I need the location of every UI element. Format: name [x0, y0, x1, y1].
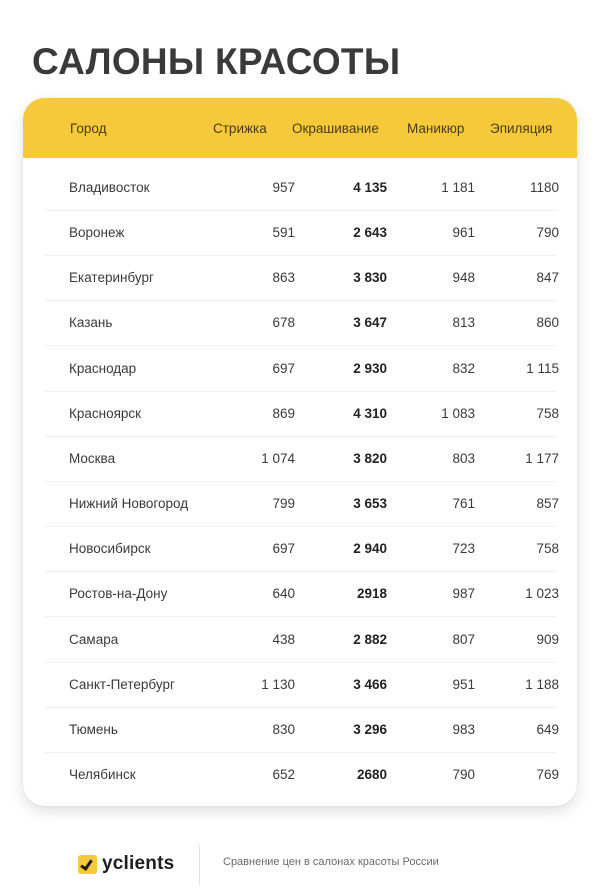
coloring-cell: 3 820: [353, 450, 387, 466]
header-haircut: Стрижка: [213, 121, 267, 136]
epilation-cell: 1 115: [526, 360, 559, 376]
haircut-cell: 799: [272, 496, 295, 512]
table-row: [45, 526, 557, 572]
city-cell: Красноярск: [69, 405, 142, 421]
table-row: [45, 707, 557, 753]
haircut-cell: 652: [272, 766, 295, 782]
manicure-cell: 948: [452, 270, 475, 286]
coloring-cell: 3 296: [353, 721, 387, 737]
coloring-cell: 2680: [356, 766, 387, 782]
coloring-cell: 2918: [356, 586, 387, 602]
city-cell: Москва: [69, 450, 116, 466]
header-epilation: Эпиляция: [490, 121, 553, 136]
footer-divider: [199, 845, 200, 885]
footer-caption: Сравнение цен в салонах красоты России: [223, 856, 439, 868]
yclients-logo: [78, 851, 174, 877]
city-cell: Екатеринбург: [69, 270, 154, 286]
haircut-cell: 863: [272, 270, 295, 286]
page-title: САЛОНЫ КРАСОТЫ: [32, 41, 401, 82]
table-row: [45, 571, 557, 617]
manicure-cell: 987: [452, 586, 475, 602]
table-row: [45, 255, 557, 301]
manicure-cell: 723: [452, 541, 475, 557]
coloring-cell: 2 930: [353, 360, 387, 376]
epilation-cell: 1 188: [525, 676, 559, 692]
table-row: [45, 165, 557, 211]
epilation-cell: 1180: [529, 180, 559, 195]
city-cell: Тюмень: [69, 721, 118, 737]
table-row: [45, 210, 557, 256]
epilation-cell: 860: [536, 315, 559, 331]
epilation-cell: 847: [536, 270, 559, 286]
city-cell: Нижний Новогород: [69, 496, 189, 512]
table-row: [45, 391, 557, 437]
city-cell: Самара: [69, 631, 119, 647]
haircut-cell: 869: [272, 405, 295, 421]
yclients-check-icon: [78, 855, 97, 874]
haircut-cell: 591: [272, 225, 295, 241]
coloring-cell: 3 653: [353, 496, 387, 512]
city-cell: Владивосток: [69, 180, 150, 195]
haircut-cell: 697: [272, 360, 295, 376]
manicure-cell: 813: [452, 315, 475, 331]
manicure-cell: 761: [452, 496, 475, 512]
haircut-cell: 438: [272, 631, 295, 647]
epilation-cell: 769: [536, 766, 559, 782]
manicure-cell: 790: [452, 766, 475, 782]
coloring-cell: 2 643: [353, 225, 387, 241]
epilation-cell: 857: [536, 496, 559, 512]
coloring-cell: 2 940: [353, 541, 387, 557]
epilation-cell: 758: [536, 541, 559, 557]
manicure-cell: 951: [452, 676, 475, 692]
table-row: [45, 346, 557, 392]
haircut-cell: 678: [272, 315, 295, 331]
table-header: [23, 98, 577, 158]
header-coloring: Окрашивание: [292, 121, 379, 136]
haircut-cell: 640: [272, 586, 295, 602]
coloring-cell: 4 310: [353, 405, 387, 421]
city-cell: Краснодар: [69, 360, 137, 376]
table-row: [45, 662, 557, 708]
epilation-cell: 909: [536, 631, 559, 647]
manicure-cell: 832: [452, 360, 475, 376]
city-cell: Ростов-на-Дону: [69, 586, 168, 602]
table-row: [45, 300, 557, 346]
manicure-cell: 803: [452, 450, 475, 466]
manicure-cell: 1 181: [441, 180, 475, 195]
haircut-cell: 830: [272, 721, 295, 737]
table-row: [45, 617, 557, 663]
haircut-cell: 1 074: [261, 450, 295, 466]
coloring-cell: 3 647: [353, 315, 387, 331]
header-city: Город: [70, 121, 107, 136]
epilation-cell: 1 177: [525, 450, 559, 466]
manicure-cell: 961: [452, 225, 475, 241]
logo-text: yclients: [102, 853, 175, 874]
coloring-cell: 3 830: [353, 270, 387, 286]
epilation-cell: 1 023: [525, 586, 559, 602]
coloring-cell: 2 882: [353, 631, 387, 647]
price-table: [23, 98, 577, 806]
table-row: [45, 481, 557, 527]
coloring-cell: 3 466: [353, 676, 387, 692]
city-cell: Казань: [69, 315, 113, 331]
haircut-cell: 697: [272, 541, 295, 557]
haircut-cell: 1 130: [261, 676, 295, 692]
haircut-cell: 957: [272, 180, 295, 195]
table-row: [45, 436, 557, 482]
city-cell: Санкт-Петербург: [69, 676, 175, 692]
city-cell: Челябинск: [69, 766, 136, 782]
city-cell: Воронеж: [69, 225, 125, 241]
header-manicure: Маникюр: [407, 121, 465, 136]
coloring-cell: 4 135: [353, 180, 387, 195]
manicure-cell: 983: [452, 721, 475, 737]
manicure-cell: 807: [452, 631, 475, 647]
city-cell: Новосибирск: [69, 541, 151, 557]
manicure-cell: 1 083: [441, 405, 475, 421]
epilation-cell: 649: [536, 721, 559, 737]
epilation-cell: 790: [536, 225, 559, 241]
table-row: [45, 752, 557, 797]
epilation-cell: 758: [536, 405, 559, 421]
